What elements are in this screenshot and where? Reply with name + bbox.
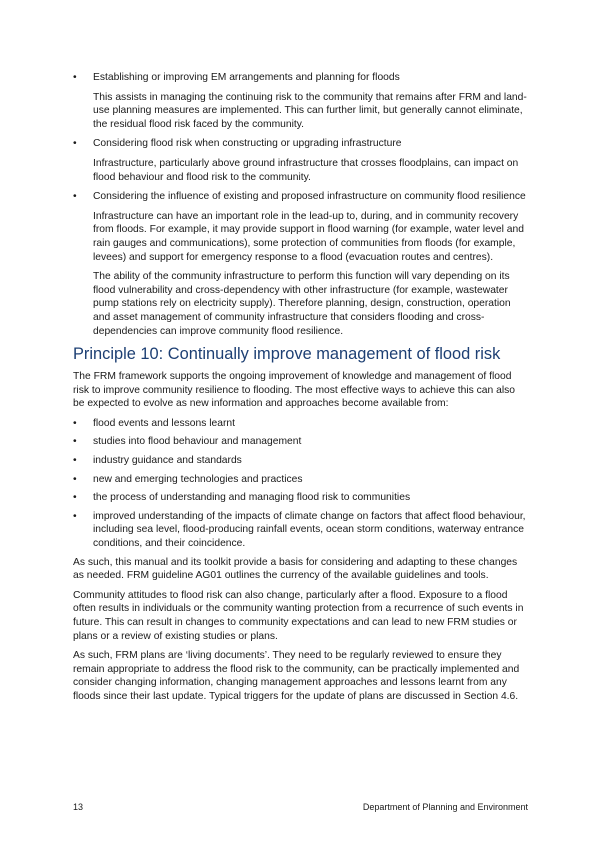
section-heading: Principle 10: Continually improve management of flood risk bbox=[73, 345, 501, 364]
bullet-text: Considering the influence of existing and proposed infrastructure on community flood resilience bbox=[93, 191, 526, 203]
bullet-dot-icon: • bbox=[73, 473, 77, 485]
bullet-item bbox=[73, 473, 528, 487]
bullet-text: flood events and lessons learnt bbox=[93, 417, 235, 429]
footer-department: Department of Planning and Environment bbox=[362, 802, 528, 812]
bullet-item bbox=[73, 137, 528, 151]
bullet-text: improved understanding of the impacts of climate change on factors that affect flood behaviour, including sea level, flood-producing rainfall events, ocean storm conditions, waterway entrance conditions, and their coincidence. bbox=[93, 510, 526, 550]
bullet-paragraph: This assists in managing the continuing risk to the community that remains after FRM and land-use planning measures are implemented. This can further limit, but generally cannot eliminate, the residual flood risk faced by the community. bbox=[93, 91, 527, 130]
bullet-dot-icon: • bbox=[73, 138, 77, 150]
bullet-text: Establishing or improving EM arrangements and planning for floods bbox=[93, 72, 400, 83]
bullet-item bbox=[73, 454, 528, 468]
bullet-dot-icon: • bbox=[73, 191, 77, 203]
bullet-dot-icon: • bbox=[73, 417, 77, 429]
bullet-paragraph: Infrastructure can have an important role in the lead-up to, during, and in community recovery from floods. For example, it may provide support in flood warning (for example, water level and rain gauges and communications), some protection of communities from floods (for example, levees) and support for emergency response to a flood (evacuation routes and centres). bbox=[93, 210, 524, 263]
bullet-item bbox=[73, 510, 528, 551]
bullet-dot-icon: • bbox=[73, 455, 77, 467]
section-bullet-list bbox=[73, 417, 528, 551]
bullet-text: studies into flood behaviour and management bbox=[93, 436, 302, 448]
bullet-paragraph: Infrastructure, particularly above ground infrastructure that crosses floodplains, can impact on flood behaviour and flood risk to the community. bbox=[93, 157, 519, 183]
bullet-text: the process of understanding and managing flood risk to communities bbox=[93, 492, 411, 504]
list-item bbox=[73, 190, 528, 338]
body-paragraph: Community attitudes to flood risk can also change, particularly after a flood. Exposure to a flood often results in individuals or the community wanting protection from a recurrence of such events in future. This can result in changes to community expectations and can lead to new FRM studies or plans or a review of existing studies or plans. bbox=[73, 589, 524, 642]
bullet-dot-icon: • bbox=[73, 510, 77, 522]
body-paragraph: As such, this manual and its toolkit provide a basis for considering and adapting to these changes as needed. FRM guideline AG01 outlines the currency of the available guidelines and tools. bbox=[73, 556, 518, 582]
body-paragraph: As such, FRM plans are ‘living documents’. They need to be regularly reviewed to ensure they remain appropriate to address the flood risk to the community, can be practically implemented and consider changing information, changing management approaches and lessons learnt from any floods since their last update. Typical triggers for the update of plans are discussed in Section 4.6. bbox=[73, 650, 520, 702]
bullet-text: new and emerging technologies and practices bbox=[93, 473, 303, 485]
bullet-text: industry guidance and standards bbox=[93, 455, 242, 467]
bullet-text: Considering flood risk when constructing or upgrading infrastructure bbox=[93, 138, 402, 150]
list-item bbox=[73, 71, 528, 131]
bullet-item bbox=[73, 71, 528, 85]
page-content bbox=[73, 71, 528, 710]
bullet-dot-icon: • bbox=[73, 492, 77, 504]
bullet-paragraph: The ability of the community infrastructure to perform this function will vary depending on its flood vulnerability and cross-dependency with other infrastructure (for example, wastewater pump stations rely on electricity supply). Therefore planning, design, construction, operation and asset management of community infrastructure that considers flooding and cross-dependencies can improve community flood resilience. bbox=[93, 271, 511, 337]
bullet-item bbox=[73, 190, 528, 204]
bullet-item bbox=[73, 491, 528, 505]
list-item bbox=[73, 137, 528, 184]
section-intro: The FRM framework supports the ongoing improvement of knowledge and management of flood risk to improve community resilience to flooding. The most effective ways to achieve this can also be expected to evolve as new information and approaches become available from: bbox=[73, 371, 516, 410]
bullet-dot-icon: • bbox=[73, 72, 77, 83]
top-bullet-list bbox=[73, 71, 528, 338]
bullet-item bbox=[73, 417, 528, 431]
page-number: 13 bbox=[73, 802, 84, 812]
bullet-dot-icon: • bbox=[73, 436, 77, 448]
bullet-item bbox=[73, 435, 528, 449]
